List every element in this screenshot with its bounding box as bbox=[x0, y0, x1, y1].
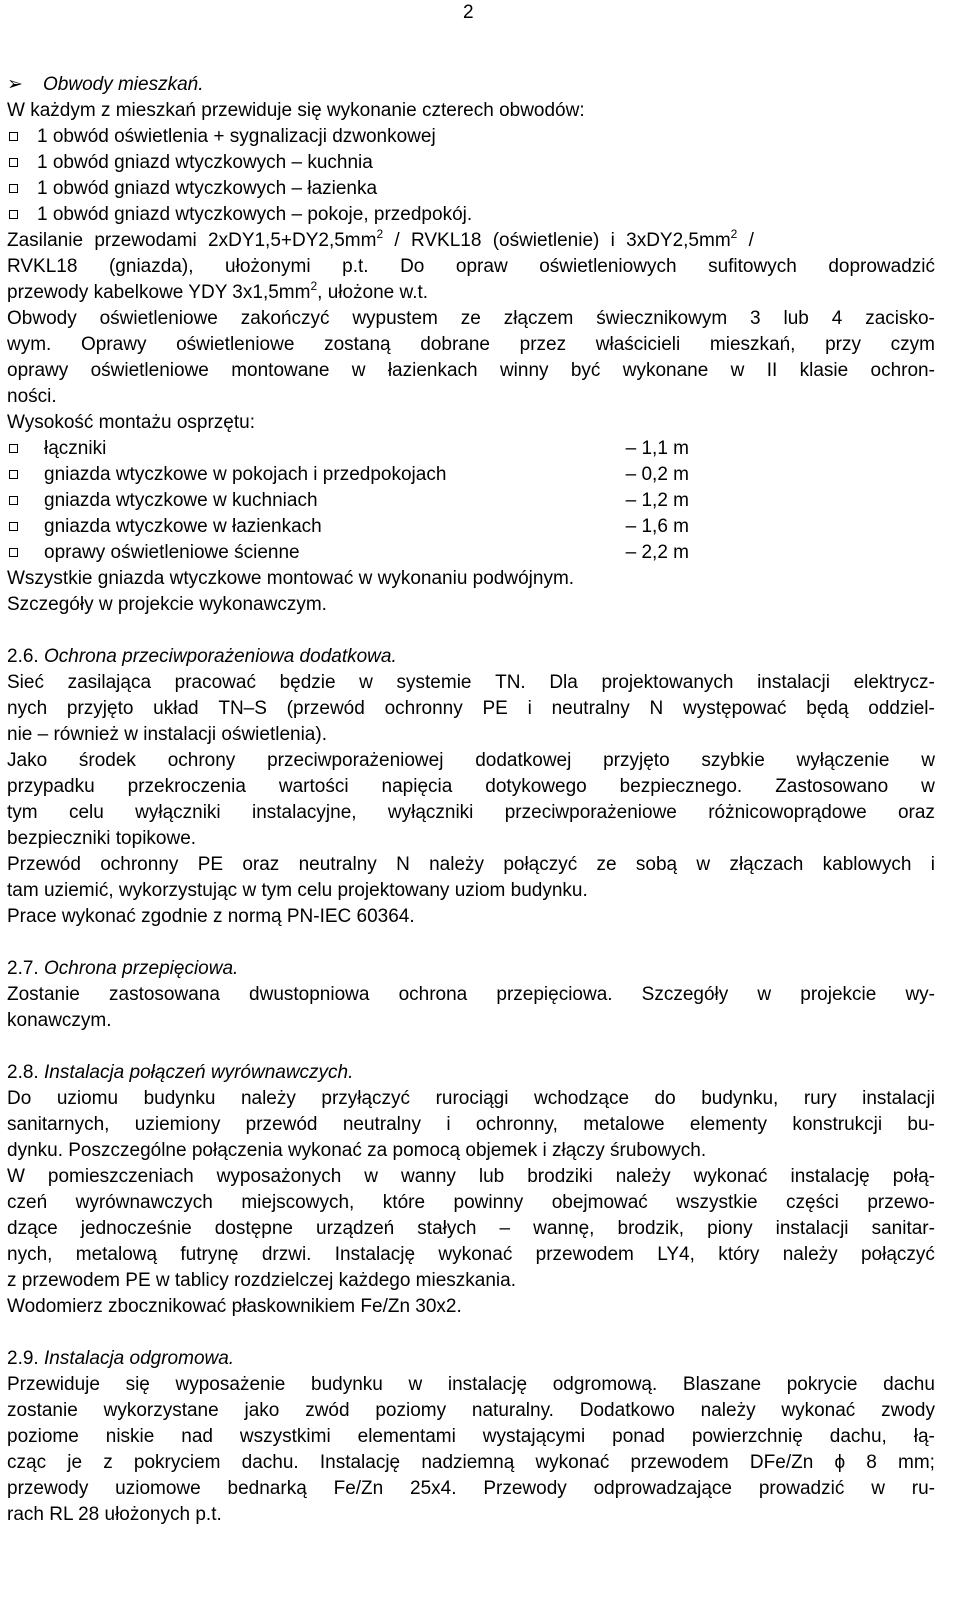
word: oświetleniowe bbox=[99, 308, 218, 329]
paragraph-line: Wszystkie gniazda wtyczkowe montować w wykonaniu podwójnym. bbox=[7, 568, 575, 589]
word: zastosowana bbox=[109, 984, 220, 1005]
word: wystającymi bbox=[482, 1426, 586, 1447]
word: PE bbox=[482, 698, 508, 719]
word: wykonać bbox=[693, 1166, 768, 1187]
checkbox-bullet-icon bbox=[9, 158, 18, 167]
word: ϕ bbox=[834, 1452, 846, 1473]
word: ochrony bbox=[167, 750, 236, 771]
word: Zastosowano bbox=[775, 776, 889, 797]
paragraph-line: ności. bbox=[7, 386, 57, 407]
word: łą- bbox=[913, 1426, 935, 1447]
word: wykonać bbox=[438, 1244, 513, 1265]
word: jako bbox=[244, 1400, 280, 1421]
word: zostanie bbox=[7, 1400, 78, 1421]
word: przez bbox=[519, 334, 567, 355]
paragraph-line bbox=[7, 1450, 935, 1476]
word: należy bbox=[782, 1244, 838, 1265]
word: (gniazda), bbox=[108, 256, 194, 277]
word: wszystkimi bbox=[239, 1426, 331, 1447]
paragraph-line: z przewodem PE w tablicy rozdzielczej każdego mieszkania. bbox=[7, 1270, 516, 1291]
list-item: 1 obwód gniazd wtyczkowych – kuchnia bbox=[7, 150, 935, 176]
word: konstrukcji bbox=[792, 1114, 883, 1135]
word: naturalny. bbox=[471, 1400, 554, 1421]
word: ochronny, bbox=[475, 1114, 558, 1135]
word: przekroczenia bbox=[127, 776, 246, 797]
word: systemie bbox=[396, 672, 472, 693]
word: N bbox=[396, 854, 410, 875]
word: TN. bbox=[495, 672, 526, 693]
word: w bbox=[871, 1478, 885, 1499]
word: (przewód bbox=[286, 698, 365, 719]
word: odgromową. bbox=[552, 1374, 658, 1395]
word: będą bbox=[806, 698, 849, 719]
paragraph-line: Prace wykonać zgodnie z normą PN-IEC 60364. bbox=[7, 906, 415, 927]
word: instalacji bbox=[775, 1218, 849, 1239]
word: piony bbox=[707, 1218, 753, 1239]
word: jednocześnie bbox=[80, 1218, 192, 1239]
paragraph-line: bezpieczniki topikowe. bbox=[7, 828, 197, 849]
word: przewody bbox=[7, 1478, 89, 1499]
word: montowane bbox=[231, 360, 330, 381]
word: instalację bbox=[790, 1166, 870, 1187]
checkbox-bullet-icon bbox=[9, 470, 18, 479]
word: różnicowoprądowe bbox=[708, 802, 867, 823]
word: łazienkach bbox=[387, 360, 478, 381]
word: uziomu bbox=[56, 1088, 119, 1109]
word: w bbox=[359, 672, 373, 693]
word: budynku bbox=[311, 1374, 383, 1395]
word: p.t. bbox=[342, 256, 369, 277]
word: do bbox=[654, 1088, 676, 1109]
word: Jako bbox=[7, 750, 48, 771]
word: W bbox=[7, 1166, 25, 1187]
word: połączyć bbox=[860, 1244, 935, 1265]
word: LY4, bbox=[657, 1244, 695, 1265]
word: je bbox=[67, 1452, 83, 1473]
word: dotykowego bbox=[485, 776, 587, 797]
word: zacisko- bbox=[865, 308, 935, 329]
paragraph-line bbox=[7, 852, 935, 878]
word: wyposażenie bbox=[175, 1374, 286, 1395]
word: wy- bbox=[905, 984, 935, 1005]
arrow-icon: ➢ bbox=[7, 74, 23, 95]
word: 4 bbox=[831, 308, 843, 329]
word: w bbox=[408, 1374, 423, 1395]
word: i bbox=[527, 698, 532, 719]
checkbox-bullet-icon bbox=[9, 444, 18, 453]
word: dzące bbox=[7, 1218, 58, 1239]
word: 3 bbox=[750, 308, 761, 329]
word: nadziemną bbox=[421, 1452, 515, 1473]
word: cząc bbox=[7, 1452, 47, 1473]
word: wyrównawczych bbox=[75, 1192, 213, 1213]
list-item: gniazda wtyczkowe w pokojach i przedpokojach – 0,2 m bbox=[7, 462, 935, 488]
word: należy bbox=[700, 1400, 756, 1421]
word: sobą bbox=[635, 854, 678, 875]
word: w bbox=[921, 750, 935, 771]
word: przeciwporażeniowe bbox=[504, 802, 677, 823]
word: powierzchnię bbox=[691, 1426, 803, 1447]
word: przewód bbox=[245, 1114, 318, 1135]
word: sufitowych bbox=[708, 256, 797, 277]
word: urządzeń bbox=[316, 1218, 395, 1239]
word: wym. bbox=[7, 334, 52, 355]
word: świecznikowym bbox=[596, 308, 728, 329]
word: ochronny bbox=[384, 698, 463, 719]
word: pokrycie bbox=[786, 1374, 858, 1395]
word: Oprawy bbox=[80, 334, 147, 355]
word: oraz bbox=[242, 854, 280, 875]
word: przypadku bbox=[7, 776, 95, 797]
paragraph-line: W każdym z mieszkań przewiduje się wykonanie czterech obwodów: bbox=[7, 100, 585, 121]
word: i bbox=[446, 1114, 451, 1135]
checkbox-bullet-icon bbox=[9, 496, 18, 505]
paragraph-line: tam uziemić, wykorzystując w tym celu projektowany uziom budynku. bbox=[7, 880, 588, 901]
word: właścicieli bbox=[595, 334, 681, 355]
word: wartości bbox=[278, 776, 349, 797]
word: ochron- bbox=[870, 360, 935, 381]
paragraph-line bbox=[7, 982, 935, 1008]
word: niskie bbox=[105, 1426, 155, 1447]
word: uziomowe bbox=[115, 1478, 201, 1499]
paragraph-line bbox=[7, 332, 935, 358]
word: będzie bbox=[279, 672, 336, 693]
word: przepięciowa. bbox=[496, 984, 613, 1005]
paragraph-line bbox=[7, 1086, 935, 1112]
word: bezpiecznego. bbox=[619, 776, 743, 797]
word: ze bbox=[596, 854, 617, 875]
section-heading-2-6: 2.6. Ochrona przeciwporażeniowa dodatkowa. bbox=[7, 646, 397, 667]
word: bednarką bbox=[227, 1478, 307, 1499]
word: elektrycz- bbox=[853, 672, 935, 693]
list-item: gniazda wtyczkowe w łazienkach – 1,6 m bbox=[7, 514, 935, 540]
word: pomieszczeniach bbox=[47, 1166, 194, 1187]
word: Instalację bbox=[319, 1452, 401, 1473]
word: poziomy bbox=[375, 1400, 447, 1421]
word: ze bbox=[460, 308, 481, 329]
word: być bbox=[570, 360, 601, 381]
word: rurociągi bbox=[435, 1088, 509, 1109]
word: zakończyć bbox=[240, 308, 330, 329]
word: ochrona bbox=[398, 984, 468, 1005]
word: pokryciem bbox=[133, 1452, 221, 1473]
word: Fe/Zn bbox=[333, 1478, 384, 1499]
word: futrynę bbox=[180, 1244, 239, 1265]
word: przewodem bbox=[535, 1244, 634, 1265]
word: pracować bbox=[174, 672, 256, 693]
word: obejmować bbox=[551, 1192, 648, 1213]
checkbox-bullet-icon bbox=[9, 132, 18, 141]
word: złączach bbox=[729, 854, 804, 875]
word: połączyć bbox=[503, 854, 578, 875]
word: części bbox=[786, 1192, 839, 1213]
section-heading-obwody: ➢ Obwody mieszkań. bbox=[7, 72, 935, 98]
word: oraz bbox=[897, 802, 935, 823]
word: instalacji bbox=[757, 672, 830, 693]
word: instalacyjne, bbox=[251, 802, 357, 823]
word: środek bbox=[78, 750, 136, 771]
word: w bbox=[730, 360, 745, 381]
word: neutralny bbox=[342, 1114, 421, 1135]
word: prowadzić bbox=[758, 1478, 845, 1499]
word: zwód bbox=[305, 1400, 350, 1421]
word: bu- bbox=[907, 1114, 935, 1135]
word: w bbox=[921, 776, 935, 797]
word: wykonane bbox=[622, 360, 709, 381]
word: dwustopniowa bbox=[249, 984, 370, 1005]
word: – bbox=[499, 1218, 511, 1239]
paragraph-line bbox=[7, 1398, 935, 1424]
list-item: 1 obwód gniazd wtyczkowych – pokoje, przedpokój. bbox=[7, 202, 935, 228]
word: 8 bbox=[866, 1452, 877, 1473]
word: klasie bbox=[799, 360, 849, 381]
word: dachu, bbox=[829, 1426, 887, 1447]
paragraph-line bbox=[7, 696, 935, 722]
paragraph-line bbox=[7, 254, 935, 280]
word: mm; bbox=[898, 1452, 935, 1473]
word: Blaszane bbox=[682, 1374, 762, 1395]
word: dodatkowej bbox=[475, 750, 572, 771]
word: metalowe bbox=[583, 1114, 665, 1135]
word: elementami bbox=[357, 1426, 456, 1447]
word: przyjęto bbox=[66, 698, 134, 719]
page-number: 2 bbox=[463, 2, 474, 23]
word: napięcia bbox=[381, 776, 453, 797]
checkbox-bullet-icon bbox=[9, 210, 18, 219]
paragraph-line: nie – również w instalacji oświetlenia). bbox=[7, 724, 327, 745]
word: opraw bbox=[455, 256, 508, 277]
word: brodziki bbox=[527, 1166, 593, 1187]
word: zasilająca bbox=[67, 672, 152, 693]
word: TN–S bbox=[218, 698, 267, 719]
word: oprawy bbox=[7, 360, 69, 381]
word: w bbox=[351, 360, 366, 381]
paragraph-line: rach RL 28 ułożonych p.t. bbox=[7, 1504, 222, 1525]
word: uziemiony bbox=[134, 1114, 221, 1135]
checkbox-bullet-icon bbox=[9, 184, 18, 193]
word: Przewiduje bbox=[7, 1374, 100, 1395]
paragraph-line bbox=[7, 1476, 935, 1502]
word: Sieć bbox=[7, 672, 44, 693]
word: wykonać bbox=[781, 1400, 856, 1421]
word: należy bbox=[615, 1166, 671, 1187]
word: tym bbox=[7, 802, 38, 823]
word: ochronny bbox=[100, 854, 179, 875]
paragraph-line bbox=[7, 1372, 935, 1398]
word: brodzik, bbox=[617, 1218, 685, 1239]
word: przy bbox=[825, 334, 861, 355]
word: przewo- bbox=[867, 1192, 935, 1213]
paragraph-line: Zasilanie przewodami $2xDY1,5+DY2,5mm^2$ / RVKL18 (oświetlenie) i $3xDY2,5mm^2$ / bbox=[7, 227, 754, 251]
section-heading-2-7: 2.7. Ochrona przepięciowa. bbox=[7, 958, 239, 979]
word: stałych bbox=[417, 1218, 477, 1239]
word: kablowych bbox=[822, 854, 912, 875]
word: ru- bbox=[911, 1478, 935, 1499]
word: doprowadzić bbox=[828, 256, 935, 277]
paragraph-line bbox=[7, 1242, 935, 1268]
word: miejscowych, bbox=[241, 1192, 355, 1213]
word: wchodzące bbox=[533, 1088, 630, 1109]
word: Do bbox=[7, 1088, 32, 1109]
word: DFe/Zn bbox=[749, 1452, 814, 1473]
word: w bbox=[696, 854, 711, 875]
list-item: oprawy oświetleniowe ścienne – 2,2 m bbox=[7, 540, 935, 566]
word: z bbox=[103, 1452, 113, 1473]
word: Dla bbox=[549, 672, 578, 693]
word: układ bbox=[153, 698, 199, 719]
word: dachu. bbox=[241, 1452, 299, 1473]
paragraph-line bbox=[7, 1164, 935, 1190]
paragraph-line: Wodomierz zbocznikować płaskownikiem Fe/Zn 30x2. bbox=[7, 1296, 462, 1317]
word: instalacji bbox=[862, 1088, 935, 1109]
word: Przewód bbox=[7, 854, 81, 875]
word: wykorzystane bbox=[103, 1400, 219, 1421]
word: nych, bbox=[7, 1244, 53, 1265]
word: powinny bbox=[453, 1192, 524, 1213]
word: mieszkań, bbox=[709, 334, 796, 355]
paragraph-line: dynku. Poszczególne połączenia wykonać za pomocą objemek i złączy śrubowych. bbox=[7, 1140, 707, 1161]
word: drzwi. bbox=[261, 1244, 312, 1265]
word: budynku, bbox=[701, 1088, 779, 1109]
word: wykonać bbox=[535, 1452, 610, 1473]
word: wyłączniki bbox=[387, 802, 474, 823]
word: rury bbox=[803, 1088, 837, 1109]
word: metalową bbox=[75, 1244, 158, 1265]
word: poziome bbox=[7, 1426, 79, 1447]
word: Dodatkowo bbox=[579, 1400, 675, 1421]
word: występować bbox=[683, 698, 787, 719]
word: II bbox=[766, 360, 778, 381]
word: lub bbox=[783, 308, 809, 329]
word: należy bbox=[429, 854, 485, 875]
paragraph-line bbox=[7, 1424, 935, 1450]
word: wyposażonych bbox=[216, 1166, 342, 1187]
section-heading-2-8: 2.8. Instalacja połączeń wyrównawczych. bbox=[7, 1062, 354, 1083]
word: winny bbox=[499, 360, 549, 381]
word: RVKL18 bbox=[7, 256, 78, 277]
word: czeń bbox=[7, 1192, 48, 1213]
word: wanny bbox=[400, 1166, 456, 1187]
word: czym bbox=[890, 334, 935, 355]
paragraph-line bbox=[7, 774, 935, 800]
word: które bbox=[382, 1192, 426, 1213]
paragraph-line bbox=[7, 358, 935, 384]
list-item: łączniki – 1,1 m bbox=[7, 436, 935, 462]
word: wyłączniki bbox=[135, 802, 221, 823]
list-item: 1 obwód gniazd wtyczkowych – łazienka bbox=[7, 176, 935, 202]
word: należy bbox=[240, 1088, 296, 1109]
word: wannę, bbox=[533, 1218, 595, 1239]
word: oświetleniowych bbox=[539, 256, 677, 277]
word: neutralny bbox=[551, 698, 630, 719]
word: w bbox=[757, 984, 772, 1005]
word: projekcie bbox=[800, 984, 877, 1005]
word: oświetleniowe bbox=[90, 360, 209, 381]
word: Zostanie bbox=[7, 984, 80, 1005]
paragraph-line: przewody kabelkowe YDY $3x1,5mm^2$, ułożone w.t. bbox=[7, 279, 429, 303]
paragraph-line: Szczegóły w projekcie wykonawczym. bbox=[7, 594, 327, 615]
word: który bbox=[718, 1244, 760, 1265]
word: Szczegóły bbox=[641, 984, 729, 1005]
word: budynku bbox=[143, 1088, 216, 1109]
paragraph-line bbox=[7, 800, 935, 826]
word: dobrane bbox=[420, 334, 490, 355]
word: sanitarnych, bbox=[7, 1114, 110, 1135]
word: złączem bbox=[503, 308, 574, 329]
list-item: 1 obwód oświetlenia + sygnalizacji dzwonkowej bbox=[7, 124, 935, 150]
word: Obwody bbox=[7, 308, 77, 329]
word: nad bbox=[181, 1426, 213, 1447]
section-heading-2-9: 2.9. Instalacja odgromowa. bbox=[7, 1348, 235, 1369]
paragraph-line bbox=[7, 670, 935, 696]
word: szybkie bbox=[701, 750, 765, 771]
word: N bbox=[649, 698, 664, 719]
word: 25x4. bbox=[410, 1478, 457, 1499]
word: połą- bbox=[892, 1166, 935, 1187]
paragraph-line bbox=[7, 1112, 935, 1138]
word: odprowadzające bbox=[593, 1478, 732, 1499]
word: zostaną bbox=[324, 334, 391, 355]
word: sanitar- bbox=[871, 1218, 935, 1239]
checkbox-bullet-icon bbox=[9, 548, 18, 557]
list-item: gniazda wtyczkowe w kuchniach – 1,2 m bbox=[7, 488, 935, 514]
paragraph-line: konawczym. bbox=[7, 1010, 112, 1031]
word: wypustem bbox=[352, 308, 438, 329]
word: nych bbox=[7, 698, 48, 719]
paragraph-line: Wysokość montażu osprzętu: bbox=[7, 412, 255, 433]
word: przewodem bbox=[630, 1452, 729, 1473]
word: PE bbox=[197, 854, 224, 875]
paragraph-line bbox=[7, 306, 935, 332]
word: przyłączyć bbox=[321, 1088, 411, 1109]
word: dachu bbox=[883, 1374, 935, 1395]
word: lub bbox=[478, 1166, 505, 1187]
paragraph-line bbox=[7, 748, 935, 774]
word: ponad bbox=[612, 1426, 665, 1447]
word: oddziel- bbox=[868, 698, 935, 719]
word: Przewody bbox=[483, 1478, 567, 1499]
word: Do bbox=[400, 256, 425, 277]
paragraph-line bbox=[7, 1190, 935, 1216]
word: elementy bbox=[689, 1114, 767, 1135]
word: zwody bbox=[881, 1400, 935, 1421]
word: neutralny bbox=[298, 854, 377, 875]
word: projektowanych bbox=[601, 672, 734, 693]
word: i bbox=[930, 854, 935, 875]
word: dostępne bbox=[214, 1218, 293, 1239]
word: instalację bbox=[447, 1374, 528, 1395]
word: Instalację bbox=[334, 1244, 416, 1265]
word: się bbox=[125, 1374, 150, 1395]
word: ułożonymi bbox=[225, 256, 311, 277]
word: wyłączenie bbox=[796, 750, 890, 771]
word: oświetleniowe bbox=[176, 334, 295, 355]
word: przeciwporażeniowej bbox=[267, 750, 444, 771]
paragraph-line bbox=[7, 1216, 935, 1242]
word: przyjęto bbox=[603, 750, 670, 771]
word: w bbox=[364, 1166, 378, 1187]
word: wszystkie bbox=[676, 1192, 758, 1213]
word: celu bbox=[68, 802, 104, 823]
checkbox-bullet-icon bbox=[9, 522, 18, 531]
